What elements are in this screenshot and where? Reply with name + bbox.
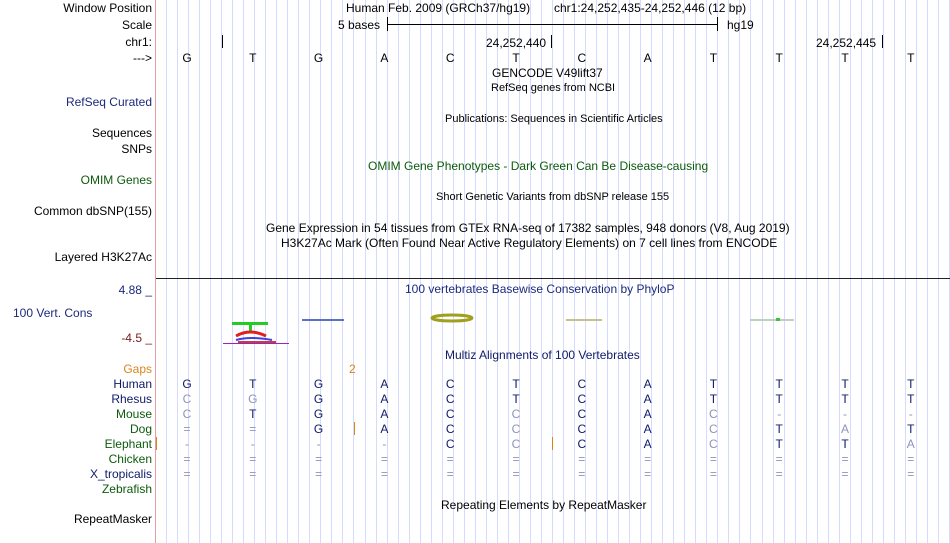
grid-line (618, 0, 619, 543)
grid-line (464, 0, 465, 543)
alignment-base: T (249, 377, 257, 391)
track-divider (156, 278, 950, 279)
ruler-tick-1 (551, 35, 552, 48)
alignment-base: = (380, 452, 388, 466)
sequence-base: G (182, 51, 192, 65)
alignment-base: C (577, 422, 587, 436)
grid-line (398, 0, 399, 543)
alignment-base: A (380, 377, 389, 391)
species-label-mouse[interactable]: Mouse (115, 407, 152, 421)
refseq-label[interactable]: RefSeq Curated (65, 95, 152, 109)
h3k27ac-signal-tan (566, 319, 602, 321)
alignment-base: G (313, 392, 324, 406)
alignment-base: C (182, 392, 192, 406)
grid-line (861, 0, 862, 543)
grid-line (684, 0, 685, 543)
multiz-title[interactable]: Multiz Alignments of 100 Vertebrates (445, 348, 640, 362)
alignment-base: = (183, 422, 191, 436)
alignment-base: T (841, 437, 849, 451)
alignment-base: C (182, 407, 192, 421)
alignment-base: C (577, 377, 587, 391)
grid-line (166, 0, 167, 543)
indel-mark (354, 422, 355, 435)
alignment-base: - (843, 407, 847, 421)
h3k27ac-peak-base (238, 341, 276, 343)
grid-line (431, 0, 432, 543)
grid-line (894, 0, 895, 543)
grid-line (806, 0, 807, 543)
grid-line (629, 0, 630, 543)
alignment-base: - (382, 437, 387, 451)
alignment-base: C (511, 422, 521, 436)
dbsnp-label[interactable]: Common dbSNP(155) (33, 204, 152, 218)
scale-bar-left-tick (387, 17, 388, 31)
scale-left-text: 5 bases (338, 18, 381, 32)
alignment-base: C (709, 422, 718, 436)
grid-line (177, 0, 178, 543)
position-readout: chr1:24,252,435-24,252,446 (12 bp) (554, 1, 747, 15)
alignment-base: C (709, 437, 718, 451)
alignment-base: G (182, 377, 192, 391)
sequence-base: A (643, 51, 652, 65)
grid-line (673, 0, 674, 543)
h3k27ac-title[interactable]: H3K27Ac Mark (Often Found Near Active Regulatory Elements) on 7 cell lines from ENCODE (281, 236, 778, 250)
ruler-tick-2 (882, 35, 883, 48)
grid-line (828, 0, 829, 543)
grid-line (420, 0, 421, 543)
species-label-human[interactable]: Human (113, 377, 152, 391)
alignment-base: A (380, 392, 389, 406)
h3k27ac-signal-blue (302, 319, 344, 321)
alignment-base: - (908, 407, 913, 421)
grid-line (276, 0, 277, 543)
repeatmasker-label[interactable]: RepeatMasker (73, 512, 152, 526)
scale-right-text: hg19 (727, 18, 754, 32)
scale-label: Scale (121, 18, 152, 32)
sequence-base: T (775, 51, 783, 65)
grid-line (287, 0, 288, 543)
scale-bar-right-tick (717, 17, 718, 31)
sequence-base: T (249, 51, 257, 65)
species-label-zebrafish[interactable]: Zebrafish (101, 482, 152, 496)
alignment-base: T (775, 377, 783, 391)
sequence-base: T (709, 51, 718, 65)
grid-line (331, 0, 332, 543)
species-label-rhesus[interactable]: Rhesus (111, 392, 152, 406)
grid-line (376, 0, 377, 543)
grid-line (409, 0, 410, 543)
h3k27ac-signal-olive (432, 315, 472, 321)
grid-line (750, 0, 751, 543)
alignment-base: C (709, 407, 718, 421)
alignment-base: T (907, 392, 915, 406)
alignment-base: = (380, 467, 388, 481)
grid-line (762, 0, 763, 543)
grid-line (938, 0, 939, 543)
grid-line (728, 0, 729, 543)
alignment-base: T (775, 437, 783, 451)
h3k27ac-signal-green (776, 318, 780, 321)
alignment-base: = (907, 452, 915, 466)
sequence-base: G (313, 51, 324, 65)
alignment-base: = (249, 452, 257, 466)
alignment-base: G (248, 392, 258, 406)
cons-max-label: 4.88 _ (118, 283, 152, 297)
alignment-base: = (775, 452, 783, 466)
species-label-elephant[interactable]: Elephant (104, 437, 152, 451)
alignment-base: = (578, 467, 586, 481)
strand-label[interactable]: ---> (133, 51, 152, 65)
grid-line (342, 0, 343, 543)
alignment-base: A (643, 392, 652, 406)
species-label-dog[interactable]: Dog (129, 422, 152, 436)
grid-line (475, 0, 476, 543)
h3k27ac-peak-red (236, 332, 266, 336)
h3k27ac-peak-purple (223, 343, 289, 344)
grid-line (353, 0, 354, 543)
alignment-base: T (775, 392, 783, 406)
sequence-base: T (907, 51, 915, 65)
alignment-base: T (907, 377, 915, 391)
grid-line (795, 0, 796, 543)
alignment-base: = (315, 452, 323, 466)
alignment-base: = (644, 452, 652, 466)
alignment-base: A (840, 422, 849, 436)
alignment-base: = (183, 452, 191, 466)
chrom-label: chr1: (125, 35, 152, 49)
sequences-label[interactable]: Sequences (91, 126, 152, 140)
label-separator (155, 0, 156, 543)
alignment-base: A (380, 407, 389, 421)
conservation-graph (156, 310, 950, 350)
repeatmasker-title[interactable]: Repeating Elements by RepeatMasker (441, 498, 647, 512)
alignment-base: = (709, 452, 717, 466)
grid-line (927, 0, 928, 543)
grid-line (309, 0, 310, 543)
alignment-base: T (512, 392, 520, 406)
grid-line (221, 0, 222, 543)
alignment-base: A (643, 377, 652, 391)
alignment-base: C (577, 437, 587, 451)
sequence-base: T (512, 51, 520, 65)
alignment-base: - (316, 437, 321, 451)
alignment-base: C (445, 377, 455, 391)
indel-mark (552, 437, 553, 450)
alignment-base: T (841, 392, 849, 406)
gencode-title[interactable]: GENCODE V49lift37 (492, 66, 603, 80)
alignment-base: - (250, 437, 255, 451)
alignment-base: = (446, 467, 454, 481)
grid-line (199, 0, 200, 543)
grid-line (243, 0, 244, 543)
alignment-base: C (511, 407, 521, 421)
grid-line (695, 0, 696, 543)
ruler-coordinate-1: 24,252,440 (486, 36, 547, 50)
alignment-base: T (709, 392, 718, 406)
alignment-base: C (445, 422, 455, 436)
gaps-label[interactable]: Gaps (123, 362, 152, 376)
alignment-base: T (775, 422, 783, 436)
short-variants-title[interactable]: Short Genetic Variants from dbSNP release 155 (436, 191, 670, 203)
alignment-base: A (906, 437, 915, 451)
alignment-base: C (445, 407, 455, 421)
omim-label[interactable]: OMIM Genes (80, 173, 152, 187)
alignment-base: = (512, 452, 520, 466)
h3k27ac-label[interactable]: Layered H3K27Ac (54, 250, 152, 264)
alignment-base: = (775, 467, 783, 481)
grid-line (662, 0, 663, 543)
omim-phenotypes-title[interactable]: OMIM Gene Phenotypes - Dark Green Can Be Disease-causing (368, 159, 709, 173)
alignment-base: - (777, 407, 782, 421)
grid-line (739, 0, 740, 543)
gtex-title[interactable]: Gene Expression in 54 tissues from GTEx RNA-seq of 17382 samples, 948 donors (V8, Aug 2019) (266, 221, 790, 235)
species-label-x_tropicalis[interactable]: X_tropicalis (89, 467, 152, 481)
alignment-base: = (249, 422, 257, 436)
alignment-base: = (578, 452, 586, 466)
alignment-base: = (183, 467, 191, 481)
alignment-base: = (841, 467, 849, 481)
cons-track-label[interactable]: 100 Vert. Cons (13, 306, 93, 320)
indel-mark (156, 437, 157, 450)
grid-line (298, 0, 299, 543)
alignment-base: = (446, 452, 454, 466)
alignment-base: T (249, 407, 257, 421)
grid-line (365, 0, 366, 543)
alignment-base: G (313, 377, 324, 391)
sequence-base: A (380, 51, 389, 65)
alignment-base: = (512, 467, 520, 481)
refseq-genes-title[interactable]: RefSeq genes from NCBI (491, 82, 616, 94)
grid-line (817, 0, 818, 543)
species-label-chicken[interactable]: Chicken (108, 452, 152, 466)
sequence-base: C (577, 51, 587, 65)
h3k27ac-signal-grey (750, 319, 794, 321)
alignment-base: G (313, 407, 324, 421)
gap-count: 2 (349, 362, 356, 376)
alignment-base: = (709, 467, 717, 481)
alignment-base: = (315, 467, 323, 481)
alignment-base: C (577, 407, 587, 421)
grid-line (210, 0, 211, 543)
snps-label[interactable]: SNPs (121, 142, 152, 156)
alignment-base: = (907, 467, 915, 481)
publications-title[interactable]: Publications: Sequences in Scientific Articles (445, 113, 663, 125)
alignment-base: T (841, 377, 849, 391)
assembly-title: Human Feb. 2009 (GRCh37/hg19) (346, 1, 531, 15)
alignment-base: G (313, 422, 324, 436)
ruler-tick-left (222, 35, 223, 48)
h3k27ac-peak-blue (236, 338, 272, 340)
scale-bar (387, 24, 717, 25)
grid-line (872, 0, 873, 543)
grid-line (265, 0, 266, 543)
alignment-base: C (445, 392, 455, 406)
grid-line (883, 0, 884, 543)
alignment-base: A (380, 422, 389, 436)
window-position-label: Window Position (63, 1, 152, 15)
alignment-base: T (709, 377, 718, 391)
alignment-base: = (644, 467, 652, 481)
alignment-base: T (907, 422, 915, 436)
alignment-base: A (643, 407, 652, 421)
phylop-title[interactable]: 100 vertebrates Basewise Conservation by PhyloP (405, 282, 675, 296)
alignment-base: = (249, 467, 257, 481)
sequence-base: T (841, 51, 849, 65)
alignment-base: T (512, 377, 520, 391)
grid-line (232, 0, 233, 543)
cons-min-label: -4.5 _ (121, 331, 152, 345)
alignment-base: A (643, 437, 652, 451)
alignment-base: C (445, 437, 455, 451)
alignment-base: C (577, 392, 587, 406)
alignment-base: A (643, 422, 652, 436)
sequence-base: C (445, 51, 455, 65)
alignment-base: = (841, 452, 849, 466)
grid-line (486, 0, 487, 543)
alignment-base: - (185, 437, 189, 451)
alignment-base: C (511, 437, 521, 451)
ruler-coordinate-2: 24,252,445 (816, 36, 877, 50)
